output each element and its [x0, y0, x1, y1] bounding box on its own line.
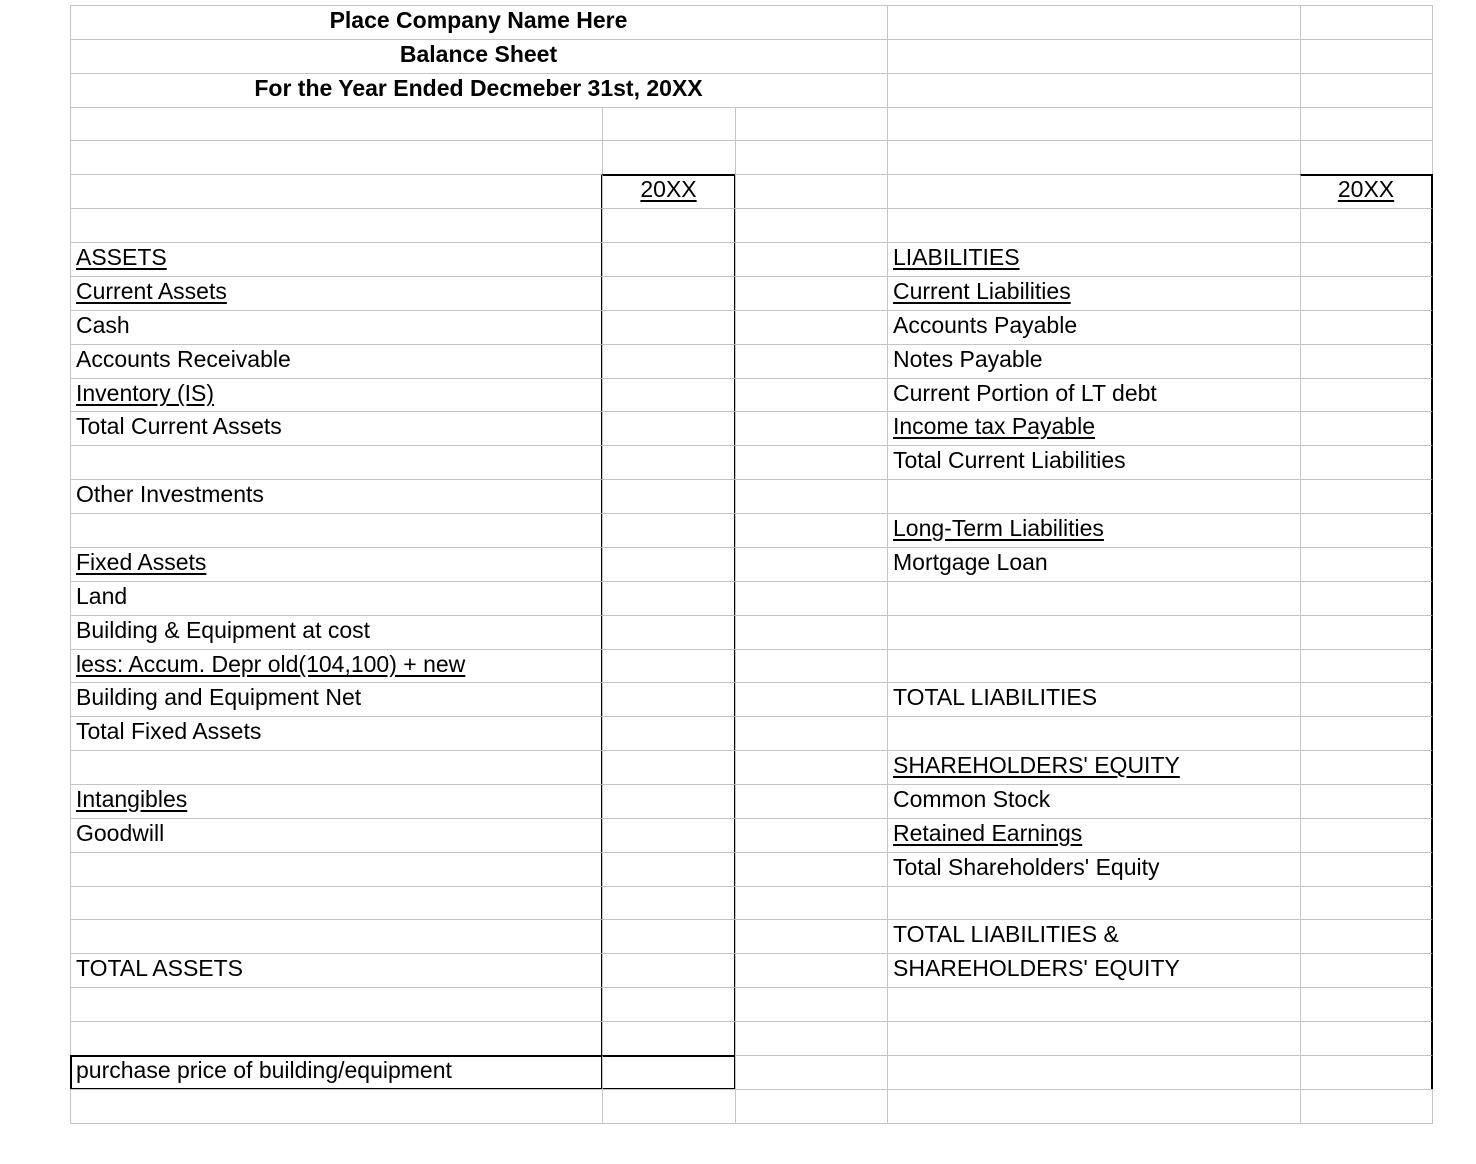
spreadsheet-cell[interactable] — [602, 107, 736, 142]
spreadsheet-cell[interactable] — [70, 886, 603, 921]
asset-label: Fixed Assets — [76, 548, 207, 575]
liability-label: Income tax Payable — [893, 413, 1096, 440]
spreadsheet-cell[interactable] — [887, 987, 1301, 1022]
spreadsheet-cell[interactable] — [602, 649, 736, 684]
spreadsheet-cell[interactable] — [602, 208, 736, 243]
spreadsheet-cell[interactable] — [735, 953, 888, 988]
spreadsheet-cell[interactable] — [602, 716, 736, 751]
spreadsheet-cell[interactable] — [602, 276, 736, 311]
spreadsheet-cell[interactable] — [602, 987, 736, 1022]
spreadsheet-cell[interactable] — [602, 479, 736, 514]
liability-label: Mortgage Loan — [893, 548, 1048, 575]
spreadsheet-cell[interactable] — [887, 615, 1301, 650]
asset-label: less: Accum. Depr old(104,100) + new — [76, 650, 466, 677]
spreadsheet-cell[interactable] — [735, 818, 888, 853]
spreadsheet-cell[interactable] — [1300, 208, 1433, 243]
spreadsheet-cell[interactable] — [1300, 242, 1433, 277]
spreadsheet-cell[interactable] — [602, 615, 736, 650]
spreadsheet-cell[interactable] — [887, 39, 1301, 74]
liability-label: Total Current Liabilities — [893, 447, 1126, 474]
spreadsheet-cell[interactable] — [735, 107, 888, 142]
spreadsheet-cell[interactable] — [735, 445, 888, 480]
spreadsheet-cell[interactable] — [1300, 1021, 1433, 1056]
asset-label: purchase price of building/equipment — [76, 1056, 452, 1083]
spreadsheet-cell[interactable] — [1300, 445, 1433, 480]
liability-label: SHAREHOLDERS' EQUITY — [893, 955, 1180, 982]
spreadsheet-cell[interactable] — [735, 1089, 888, 1124]
spreadsheet-cell[interactable] — [735, 1021, 888, 1056]
spreadsheet-cell[interactable] — [1300, 919, 1433, 954]
spreadsheet-cell[interactable] — [602, 513, 736, 548]
asset-label: Total Fixed Assets — [76, 718, 262, 745]
spreadsheet-cell[interactable] — [735, 174, 888, 209]
spreadsheet-cell[interactable] — [1300, 581, 1433, 616]
spreadsheet-cell[interactable] — [602, 1055, 736, 1090]
asset-label: Building and Equipment Net — [76, 684, 362, 711]
asset-label: Goodwill — [76, 819, 165, 846]
spreadsheet-cell[interactable] — [735, 886, 888, 921]
spreadsheet-cell[interactable] — [602, 852, 736, 887]
asset-label: Land — [76, 582, 128, 609]
spreadsheet-cell[interactable] — [70, 919, 603, 954]
spreadsheet-cell[interactable] — [602, 818, 736, 853]
spreadsheet-cell[interactable] — [602, 1089, 736, 1124]
spreadsheet-cell[interactable] — [887, 107, 1301, 142]
spreadsheet-cell[interactable] — [1300, 784, 1433, 819]
spreadsheet-cell[interactable] — [70, 310, 603, 345]
spreadsheet-cell[interactable] — [735, 750, 888, 785]
liability-label: Total Shareholders' Equity — [893, 853, 1160, 880]
spreadsheet-cell[interactable] — [887, 479, 1301, 514]
spreadsheet-cell[interactable] — [1300, 818, 1433, 853]
spreadsheet-cell[interactable] — [602, 310, 736, 345]
spreadsheet-cell[interactable] — [70, 107, 603, 142]
spreadsheet-cell[interactable] — [735, 649, 888, 684]
spreadsheet-cell[interactable] — [70, 581, 603, 616]
spreadsheet-cell[interactable] — [602, 919, 736, 954]
asset-label: Current Assets — [76, 277, 227, 304]
asset-label: Total Current Assets — [76, 413, 282, 440]
spreadsheet-cell[interactable] — [887, 1021, 1301, 1056]
sheet-title: Balance Sheet — [399, 40, 558, 67]
spreadsheet-cell[interactable] — [1300, 411, 1433, 446]
spreadsheet-cell[interactable] — [1300, 479, 1433, 514]
spreadsheet-cell[interactable] — [1300, 852, 1433, 887]
spreadsheet-cell[interactable] — [70, 852, 603, 887]
spreadsheet-cell[interactable] — [70, 1021, 603, 1056]
spreadsheet-cell[interactable] — [735, 1055, 888, 1090]
spreadsheet-cell[interactable] — [70, 513, 603, 548]
spreadsheet-cell[interactable] — [602, 411, 736, 446]
asset-label: Inventory (IS) — [76, 379, 215, 406]
spreadsheet-cell[interactable] — [887, 208, 1301, 243]
spreadsheet-cell[interactable] — [1300, 344, 1433, 379]
liability-label: Common Stock — [893, 786, 1051, 812]
spreadsheet-cell[interactable] — [1300, 953, 1433, 988]
company-name: Place Company Name Here — [329, 7, 628, 33]
liabilities-year-header: 20XX — [1337, 176, 1395, 203]
spreadsheet-cell[interactable] — [602, 445, 736, 480]
spreadsheet-cell[interactable] — [887, 1055, 1301, 1090]
spreadsheet-cell[interactable] — [602, 682, 736, 717]
spreadsheet-cell[interactable] — [70, 987, 603, 1022]
spreadsheet-cell[interactable] — [1300, 5, 1433, 40]
liability-label: LIABILITIES — [893, 244, 1020, 271]
spreadsheet-cell[interactable] — [735, 716, 888, 751]
spreadsheet-cell[interactable] — [602, 378, 736, 413]
spreadsheet-cell[interactable] — [70, 208, 603, 243]
spreadsheet-cell[interactable] — [735, 411, 888, 446]
spreadsheet-cell[interactable] — [735, 140, 888, 175]
liability-label: Current Portion of LT debt — [893, 379, 1157, 406]
spreadsheet-cell[interactable] — [887, 1089, 1301, 1124]
spreadsheet-cell[interactable] — [735, 344, 888, 379]
spreadsheet-cell[interactable] — [887, 174, 1301, 209]
liability-label: TOTAL LIABILITIES & — [893, 921, 1119, 948]
spreadsheet-cell[interactable] — [602, 242, 736, 277]
spreadsheet-cell[interactable] — [735, 513, 888, 548]
spreadsheet-cell[interactable] — [70, 174, 603, 209]
spreadsheet-cell[interactable] — [887, 581, 1301, 616]
spreadsheet-cell[interactable] — [1300, 1055, 1433, 1090]
spreadsheet-cell[interactable] — [735, 581, 888, 616]
spreadsheet-cell[interactable] — [1300, 750, 1433, 785]
period-label: For the Year Ended Decmeber 31st, 20XX — [254, 74, 703, 101]
spreadsheet-cell[interactable] — [735, 310, 888, 345]
spreadsheet-cell[interactable] — [735, 784, 888, 819]
spreadsheet-cell[interactable] — [735, 615, 888, 650]
spreadsheet-cell[interactable] — [70, 445, 603, 480]
spreadsheet-cell[interactable] — [1300, 39, 1433, 74]
spreadsheet-cell[interactable] — [887, 73, 1301, 108]
liability-label: Notes Payable — [893, 345, 1043, 372]
liability-label: Long-Term Liabilities — [893, 515, 1104, 542]
spreadsheet-cell[interactable] — [602, 581, 736, 616]
spreadsheet-cell[interactable] — [887, 140, 1301, 175]
spreadsheet-cell[interactable] — [70, 140, 603, 175]
spreadsheet-cell[interactable] — [1300, 107, 1433, 142]
spreadsheet-cell[interactable] — [602, 547, 736, 582]
spreadsheet-cell[interactable] — [735, 276, 888, 311]
spreadsheet-cell[interactable] — [1300, 513, 1433, 548]
spreadsheet-cell[interactable] — [735, 852, 888, 887]
spreadsheet-cell[interactable] — [735, 682, 888, 717]
liability-label: Retained Earnings — [893, 819, 1083, 846]
spreadsheet-cell[interactable] — [735, 987, 888, 1022]
spreadsheet-cell[interactable] — [735, 919, 888, 954]
spreadsheet-cell[interactable] — [735, 208, 888, 243]
asset-label: Intangibles — [76, 786, 188, 812]
spreadsheet-cell[interactable] — [1300, 140, 1433, 175]
spreadsheet-cell[interactable] — [602, 140, 736, 175]
spreadsheet-cell[interactable] — [735, 479, 888, 514]
spreadsheet-cell[interactable] — [1300, 649, 1433, 684]
spreadsheet-cell[interactable] — [70, 750, 603, 785]
spreadsheet-cell[interactable] — [602, 784, 736, 819]
spreadsheet-cell[interactable] — [887, 5, 1301, 40]
spreadsheet-cell[interactable] — [735, 547, 888, 582]
asset-label: TOTAL ASSETS — [76, 955, 244, 982]
spreadsheet-cell[interactable] — [602, 750, 736, 785]
spreadsheet-cell[interactable] — [735, 242, 888, 277]
spreadsheet-cell[interactable] — [1300, 987, 1433, 1022]
asset-label: Other Investments — [76, 481, 264, 508]
spreadsheet-cell[interactable] — [1300, 547, 1433, 582]
spreadsheet-cell[interactable] — [602, 1021, 736, 1056]
spreadsheet-cell[interactable] — [70, 1089, 603, 1124]
spreadsheet-cell[interactable] — [1300, 615, 1433, 650]
spreadsheet-cell[interactable] — [887, 886, 1301, 921]
liability-label: Current Liabilities — [893, 277, 1071, 304]
spreadsheet-cell[interactable] — [1300, 716, 1433, 751]
spreadsheet-cell[interactable] — [1300, 378, 1433, 413]
spreadsheet-cell[interactable] — [1300, 276, 1433, 311]
liability-label: TOTAL LIABILITIES — [893, 684, 1098, 711]
asset-label: Building & Equipment at cost — [76, 616, 371, 643]
spreadsheet-cell[interactable] — [1300, 886, 1433, 921]
liability-label: SHAREHOLDERS' EQUITY — [893, 752, 1180, 779]
spreadsheet-cell[interactable] — [1300, 310, 1433, 345]
liability-label: Accounts Payable — [893, 311, 1078, 338]
spreadsheet-cell[interactable] — [602, 886, 736, 921]
asset-label: Accounts Receivable — [76, 345, 291, 372]
spreadsheet-cell[interactable] — [1300, 73, 1433, 108]
spreadsheet-cell[interactable] — [887, 649, 1301, 684]
assets-year-header: 20XX — [640, 176, 697, 203]
spreadsheet-cell[interactable] — [602, 953, 736, 988]
spreadsheet-cell[interactable] — [735, 378, 888, 413]
spreadsheet-cell[interactable] — [602, 344, 736, 379]
spreadsheet-cell[interactable] — [887, 716, 1301, 751]
asset-label: Cash — [76, 311, 130, 338]
spreadsheet-cell[interactable] — [1300, 682, 1433, 717]
asset-label: ASSETS — [76, 244, 167, 271]
spreadsheet-cell[interactable] — [1300, 1089, 1433, 1124]
